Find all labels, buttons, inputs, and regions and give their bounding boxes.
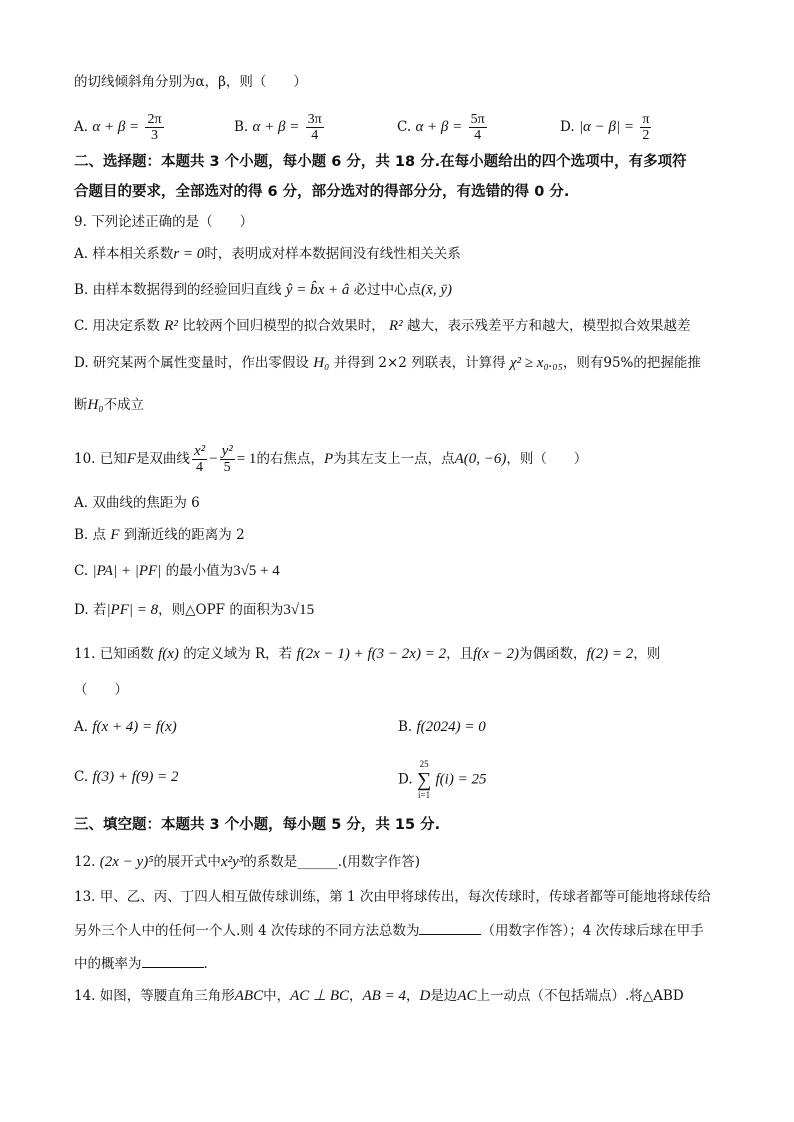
q9-option-c: C. 用决定系数 R² 比较两个回归模型的拟合效果时， R² 越大，表示残差平方和越大，模型拟合效果越差 bbox=[74, 318, 691, 334]
fraction: $\frac{\pi}{2}$ bbox=[642, 112, 650, 143]
section2-heading-line2: 合题目的要求，全部选对的得 6 分，部分选对的得部分分，有选错的得 0 分. bbox=[74, 184, 570, 200]
section3-heading: 三、填空题：本题共 3 个小题，每小题 5 分，共 15 分. bbox=[74, 817, 441, 833]
q11-stem: 11. 已知函数 f(x) 的定义域为 R，若 f(2x − 1) + f(3 − 2x) = 2，且f(x − 2)为偶函数，f(2) = 2，则 bbox=[74, 646, 661, 662]
answer-blank[interactable] bbox=[142, 953, 204, 968]
section2-heading-line1: 二、选择题：本题共 3 个小题，每小题 6 分，共 18 分.在每小题给出的四个选项中，有多项符 bbox=[74, 154, 687, 170]
q10-option-d: D. 若|PF| = 8，则△OPF 的面积为3√15 bbox=[74, 602, 315, 618]
fraction: $\frac{3\pi}{4}$ bbox=[307, 112, 322, 143]
fraction: $\frac{2\pi}{3}$ bbox=[147, 112, 162, 143]
answer-blank[interactable] bbox=[419, 920, 481, 935]
q10-stem: 10. 已知F是双曲线 $\frac{\text{x²}}{4}$ − $\frac{\text{y²}}{5}$ = 1的右焦点，P为其左支上一点，点A(0, −6)，则（ ） bbox=[74, 443, 588, 475]
fraction: $\frac{\text{y²}}{5}$ bbox=[221, 443, 233, 475]
q13-line2: 另外三个人中的任何一个人.则 4 次传球的不同方法总数为 （用数字作答）；4 次传球后球在甲手 bbox=[74, 920, 754, 941]
q11-option-c: C. f(3) + f(9) = 2 bbox=[74, 769, 179, 785]
q9-option-d-line2: 断H₀不成立 bbox=[74, 397, 145, 413]
q9-option-a: A. 样本相关系数r = 0时，表明成对样本数据间没有线性相关关系 bbox=[74, 246, 461, 262]
q8-option-a: A. α + β = $\frac{2\pi}{3}$ bbox=[74, 112, 162, 143]
summation-symbol: 25 ∑ i=1 bbox=[416, 759, 432, 800]
q9-option-d: D. 研究某两个属性变量时，作出零假设 H₀ 并得到 2×2 列联表，计算得 χ² ≥ x₀.₀₅，则有95%的把握能推 bbox=[74, 355, 701, 371]
fraction: $\frac{5\pi}{4}$ bbox=[470, 112, 485, 143]
q8-option-b: B. α + β = $\frac{3\pi}{4}$ bbox=[234, 112, 322, 143]
q10-option-c: C. |PA| + |PF| 的最小值为3√5 + 4 bbox=[74, 563, 280, 579]
fraction: $\frac{\text{x²}}{4}$ bbox=[193, 443, 206, 475]
q10-option-a: A. 双曲线的焦距为 6 bbox=[74, 495, 200, 511]
q12: 12. (2x − y)⁵的展开式中x²y³的系数是______.(用数字作答) bbox=[74, 854, 421, 870]
q13-line3: 中的概率为 . bbox=[74, 953, 754, 974]
q9-stem: 9. 下列论述正确的是（ ） bbox=[74, 214, 254, 230]
q14: 14. 如图，等腰直角三角形ABC中，AC ⊥ BC，AB = 4，D是边AC上一动点（不包括端点）.将△ABD bbox=[74, 988, 684, 1004]
q8-tail: 的切线倾斜角分别为α，β，则（ ） bbox=[74, 74, 307, 90]
q11-paren: （ ） bbox=[74, 682, 128, 698]
q8-option-d: D. |α − β| = $\frac{\pi}{2}$ bbox=[560, 112, 650, 143]
q11-option-b: B. f(2024) = 0 bbox=[398, 719, 486, 735]
q9-option-b: B. 由样本数据得到的经验回归直线 ŷ = b̂x + â 必过中心点(x̄, ȳ) bbox=[74, 282, 452, 298]
q8-option-c: C. α + β = $\frac{5\pi}{4}$ bbox=[397, 112, 485, 143]
q11-option-d: D. 25 ∑ i=1 f(i) = 25 bbox=[398, 759, 487, 800]
q11-option-a: A. f(x + 4) = f(x) bbox=[74, 719, 177, 735]
q10-option-b: B. 点 F 到渐近线的距离为 2 bbox=[74, 527, 245, 543]
q13-line1: 13. 甲、乙、丙、丁四人相互做传球训练，第 1 次由甲将球传出，每次传球时，传球者都等可能地将球传给 bbox=[74, 889, 711, 905]
